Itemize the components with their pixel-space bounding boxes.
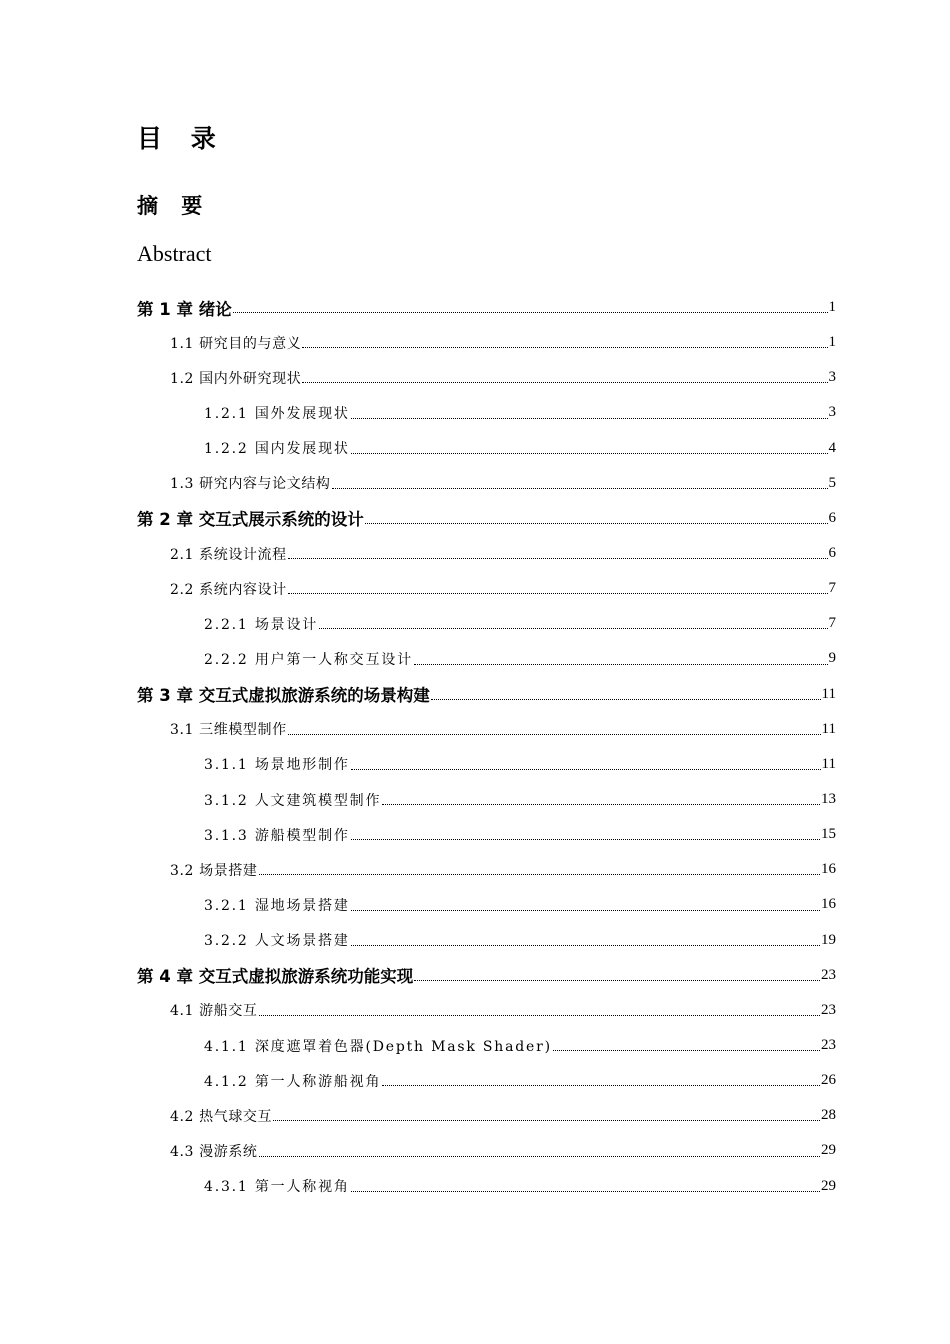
toc-dot-leader — [351, 910, 820, 911]
toc-entry[interactable] — [0, 360, 950, 395]
toc-entry-page: 16 — [821, 896, 836, 913]
toc-dot-leader — [351, 769, 821, 770]
toc-entry-label: 3.1.2 人文建筑模型制作 — [204, 792, 382, 809]
toc-entry[interactable] — [0, 817, 950, 852]
toc-entry-label: 第 2 章 交互式展示系统的设计 — [137, 510, 364, 530]
toc-entry[interactable] — [0, 1169, 950, 1204]
toc-entry-page: 16 — [821, 861, 836, 878]
toc-entry-page: 19 — [821, 931, 836, 948]
toc-dot-leader — [302, 382, 827, 383]
toc-entry[interactable] — [0, 501, 950, 536]
toc-entry-label: 第 4 章 交互式虚拟旅游系统功能实现 — [137, 967, 414, 987]
toc-entry-page: 3 — [828, 369, 836, 386]
toc-dot-leader — [351, 1191, 820, 1192]
toc-entry[interactable] — [0, 641, 950, 676]
toc-dot-leader — [273, 1120, 820, 1121]
toc-entry-label: 1.2.2 国内发展现状 — [204, 441, 350, 458]
toc-entry-page: 29 — [821, 1177, 836, 1194]
toc-dot-leader — [382, 1085, 820, 1086]
toc-dot-leader — [319, 628, 827, 629]
toc-entry[interactable] — [0, 290, 950, 325]
toc-entry[interactable] — [0, 958, 950, 993]
toc-entry-label: 3.1 三维模型制作 — [170, 722, 287, 739]
toc-dot-leader — [259, 874, 820, 875]
toc-dot-leader — [351, 839, 820, 840]
toc-entry-label: 1.1 研究目的与意义 — [170, 335, 302, 352]
toc-entry-label: 4.3.1 第一人称视角 — [204, 1179, 350, 1196]
toc-entry-label: 4.1.2 第一人称游船视角 — [204, 1073, 382, 1090]
toc-dot-leader — [553, 1050, 820, 1051]
toc-entry[interactable] — [0, 606, 950, 641]
toc-entry-page: 11 — [821, 755, 836, 772]
toc-entry-page: 23 — [821, 1037, 836, 1054]
toc-dot-leader — [351, 945, 820, 946]
toc-title: 目 录 — [137, 124, 226, 153]
toc-entry-page: 26 — [821, 1072, 836, 1089]
toc-dot-leader — [382, 804, 820, 805]
toc-entry-label: 3.2.2 人文场景搭建 — [204, 933, 350, 950]
toc-entry-label: 2.1 系统设计流程 — [170, 546, 287, 563]
toc-entry[interactable] — [0, 1028, 950, 1063]
toc-entry[interactable] — [0, 923, 950, 958]
toc-entry-page: 13 — [821, 791, 836, 808]
toc-entry-page: 5 — [828, 474, 836, 491]
toc-entry-label: 4.1.1 深度遮罩着色器(Depth Mask Shader) — [204, 1038, 552, 1055]
toc-entry-page: 7 — [828, 580, 836, 597]
toc-dot-leader — [365, 523, 828, 524]
toc-entry-label: 2.2.2 用户第一人称交互设计 — [204, 651, 413, 668]
toc-dot-leader — [288, 593, 828, 594]
toc-entry-label: 3.2.1 湿地场景搭建 — [204, 897, 350, 914]
toc-entry-label: 4.2 热气球交互 — [170, 1108, 273, 1125]
toc-list — [0, 290, 950, 1204]
toc-entry-label: 第 1 章 绪论 — [137, 299, 232, 319]
toc-entry-page: 6 — [828, 509, 836, 526]
toc-entry-label: 第 3 章 交互式虚拟旅游系统的场景构建 — [137, 686, 430, 706]
toc-abstract-cn[interactable]: 摘 要 — [137, 194, 211, 218]
toc-entry[interactable] — [0, 1133, 950, 1168]
toc-entry[interactable] — [0, 782, 950, 817]
toc-entry-page: 29 — [821, 1142, 836, 1159]
toc-entry-page: 6 — [828, 545, 836, 562]
toc-entry-page: 4 — [828, 439, 836, 456]
toc-entry-page: 15 — [821, 826, 836, 843]
toc-entry[interactable] — [0, 852, 950, 887]
toc-entry[interactable] — [0, 431, 950, 466]
toc-entry[interactable] — [0, 747, 950, 782]
toc-dot-leader — [414, 980, 820, 981]
toc-dot-leader — [288, 558, 828, 559]
toc-dot-leader — [302, 347, 827, 348]
toc-entry[interactable] — [0, 1098, 950, 1133]
toc-entry-page: 23 — [821, 966, 836, 983]
toc-entry[interactable] — [0, 395, 950, 430]
toc-entry-label: 3.2 场景搭建 — [170, 862, 258, 879]
toc-entry-page: 7 — [828, 615, 836, 632]
toc-entry-page: 3 — [828, 404, 836, 421]
toc-entry[interactable] — [0, 887, 950, 922]
toc-entry-label: 4.1 游船交互 — [170, 1003, 258, 1020]
toc-entry[interactable] — [0, 571, 950, 606]
toc-dot-leader — [414, 664, 828, 665]
toc-dot-leader — [233, 312, 828, 313]
toc-entry-page: 11 — [821, 685, 836, 702]
toc-entry[interactable] — [0, 712, 950, 747]
toc-dot-leader — [259, 1156, 820, 1157]
toc-entry-label: 2.2.1 场景设计 — [204, 616, 319, 633]
toc-entry-page: 11 — [821, 720, 836, 737]
toc-entry-page: 1 — [828, 334, 836, 351]
toc-dot-leader — [351, 453, 828, 454]
toc-entry-label: 1.2.1 国外发展现状 — [204, 405, 350, 422]
toc-dot-leader — [431, 699, 821, 700]
toc-entry-page: 1 — [828, 299, 836, 316]
toc-entry[interactable] — [0, 466, 950, 501]
toc-entry-label: 4.3 漫游系统 — [170, 1143, 258, 1160]
toc-abstract-en[interactable]: Abstract — [137, 241, 212, 266]
toc-entry-label: 1.2 国内外研究现状 — [170, 370, 302, 387]
toc-entry-page: 9 — [828, 650, 836, 667]
toc-dot-leader — [288, 734, 821, 735]
toc-entry-label: 2.2 系统内容设计 — [170, 581, 287, 598]
toc-entry[interactable] — [0, 993, 950, 1028]
toc-entry-label: 3.1.3 游船模型制作 — [204, 827, 350, 844]
toc-dot-leader — [259, 1015, 820, 1016]
toc-entry[interactable] — [0, 536, 950, 571]
toc-entry-label: 1.3 研究内容与论文结构 — [170, 476, 331, 493]
toc-entry-page: 23 — [821, 1001, 836, 1018]
toc-entry[interactable] — [0, 1063, 950, 1098]
toc-entry[interactable] — [0, 325, 950, 360]
toc-entry-page: 28 — [821, 1107, 836, 1124]
toc-entry-label: 3.1.1 场景地形制作 — [204, 757, 350, 774]
toc-dot-leader — [351, 418, 828, 419]
toc-dot-leader — [332, 488, 828, 489]
toc-entry[interactable] — [0, 677, 950, 712]
